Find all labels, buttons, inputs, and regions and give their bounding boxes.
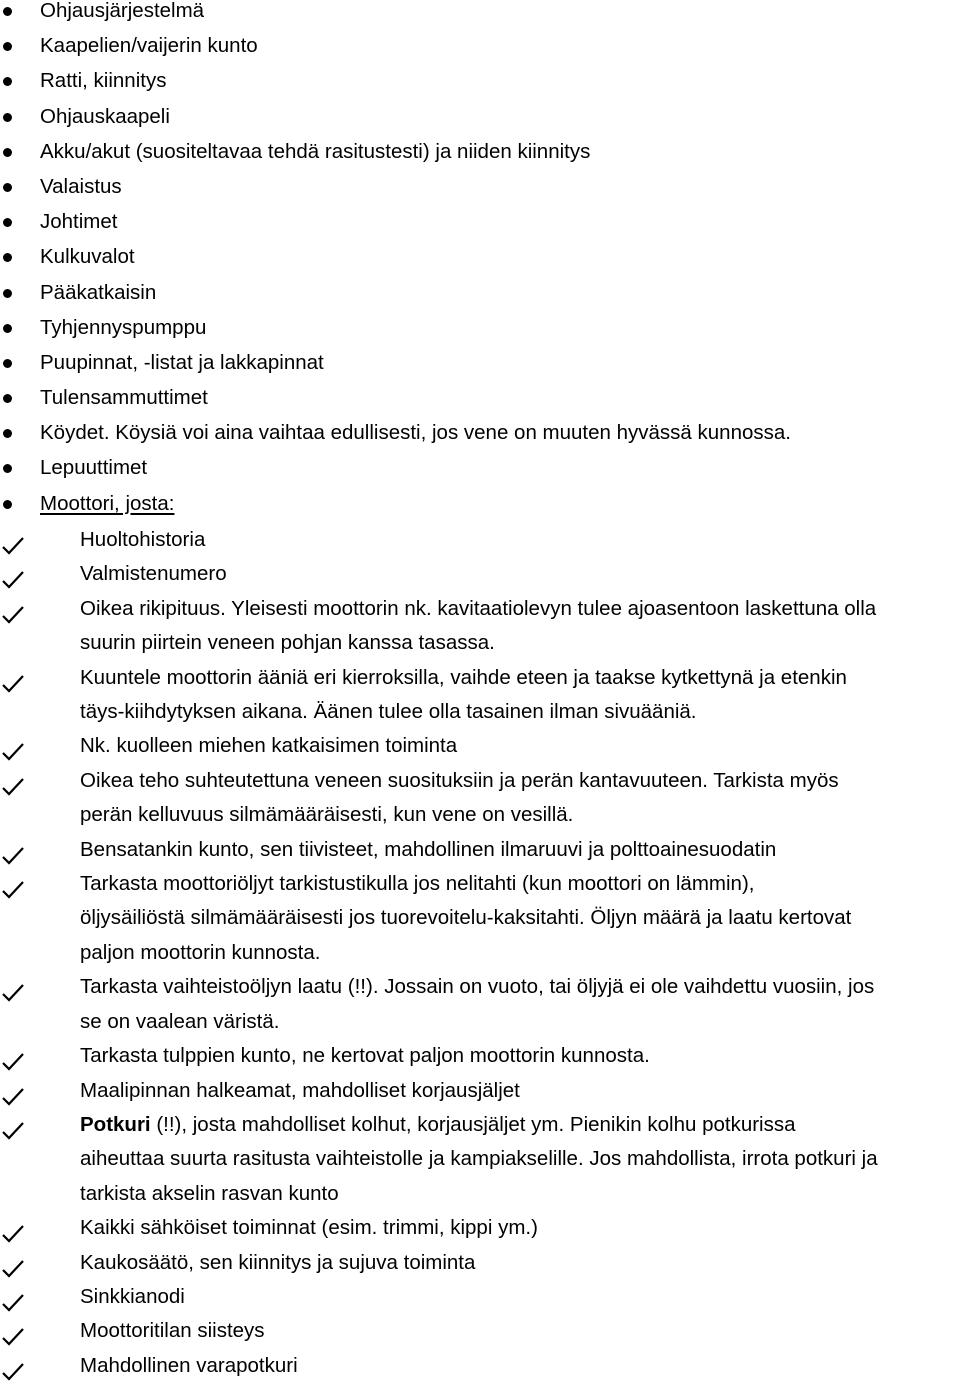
list-item-engine-heading [0,486,960,521]
list-item: Tulensammuttimet [0,380,960,415]
checkmark-icon [2,1048,24,1066]
checklist-line: Mahdollinen varapotkuri [80,1353,298,1377]
list-item: Ohjauskaapeli [0,99,960,134]
checklist-item [0,661,960,730]
checklist-item [0,1280,960,1314]
checklist-item [0,1039,960,1073]
checklist-line: perän kelluvuus silmämääräisesti, kun vene on vesillä. [80,803,574,827]
checklist-item [0,729,960,763]
list-item: Kaapelien/vaijerin kunto [0,28,960,63]
list-item: Johtimet [0,204,960,239]
checkmark-icon [2,842,24,860]
checkmark-icon [2,1220,24,1238]
checklist-line: paljon moottorin kunnosta. [80,940,321,964]
checkmark-icon [2,738,24,756]
bullet-list [0,0,960,521]
checkmark-icon [2,1117,24,1135]
checklist-item [0,1211,960,1245]
bullet-icon [3,113,12,122]
checklist-item [0,1108,960,1211]
list-item: Puupinnat, -listat ja lakkapinnat [0,345,960,380]
checkmark-icon [2,601,24,619]
checklist-line: täys-kiihdytyksen aikana. Äänen tulee olla tasainen ilman sivuääniä. [80,700,697,724]
checklist-item [0,1314,960,1348]
checkmark-icon [2,670,24,688]
checklist-line: Kaikki sähköiset toiminnat (esim. trimmi, kippi ym.) [80,1216,538,1240]
checklist-item [0,1349,960,1383]
bullet-icon [3,218,12,227]
checklist-line: aiheuttaa suurta rasitusta vaihteistolle ja kampiakselille. Jos mahdollista, irrota potkuri ja [80,1147,878,1171]
list-item: Valaistus [0,169,960,204]
checkmark-icon [2,532,24,550]
checklist-line: Kaukosäätö, sen kiinnitys ja sujuva toiminta [80,1250,476,1274]
checklist-item [0,592,960,661]
bullet-icon [3,324,12,333]
checklist-line: Tarkasta moottoriöljyt tarkistustikulla jos nelitahti (kun moottori on lämmin), [80,872,755,896]
checklist-item [0,833,960,867]
bullet-icon [3,429,12,438]
checklist-line: suurin piirtein veneen pohjan kanssa tasassa. [80,631,495,655]
checklist-item [0,764,960,833]
checklist-item [0,970,960,1039]
checkmark-icon [2,1083,24,1101]
checkmark-icon [2,1323,24,1341]
checklist-item [0,1246,960,1280]
checklist-line: Kuuntele moottorin ääniä eri kierroksilla, vaihde eteen ja taakse kytkettynä ja etenkin [80,665,847,689]
checklist-item [0,557,960,591]
bullet-icon [3,148,12,157]
bullet-icon [3,464,12,473]
list-item: Pääkatkaisin [0,275,960,310]
checklist-line: Maalipinnan halkeamat, mahdolliset korjausjäljet [80,1078,520,1102]
checkmark-icon [2,566,24,584]
list-item: Ratti, kiinnitys [0,63,960,98]
checklist-line: öljysäiliöstä silmämääräisesti jos tuorevoitelu-kaksitahti. Öljyn määrä ja laatu kertovat [80,906,852,930]
bullet-icon [3,77,12,86]
checklist-line: Huoltohistoria [80,528,206,551]
checklist-line: Valmistenumero [80,562,227,586]
checklist [0,523,960,1383]
checklist-line: Nk. kuolleen miehen katkaisimen toiminta [80,734,458,758]
checklist-item [0,523,960,557]
list-item: Tyhjennyspumppu [0,310,960,345]
bullet-icon [3,7,12,16]
checkmark-icon [2,1255,24,1273]
checklist-item [0,867,960,970]
checkmark-icon [2,1358,24,1376]
bullet-icon [3,253,12,262]
section-heading: Moottori, josta: [40,491,175,515]
bullet-icon [3,500,12,509]
checkmark-icon [2,773,24,791]
checklist-line: se on vaalean väristä. [80,1009,280,1033]
checkmark-icon [2,876,24,894]
bold-term: Potkuri [80,1112,151,1136]
checklist-line: Oikea rikipituus. Yleisesti moottorin nk. kavitaatiolevyn tulee ajoasentoon laskettuna olla [80,596,877,620]
list-item: Köydet. Köysiä voi aina vaihtaa edullisesti, jos vene on muuten hyvässä kunnossa. [0,415,960,450]
bullet-icon [3,42,12,51]
bullet-icon [3,394,12,403]
checkmark-icon [2,1289,24,1307]
checklist-line: Tarkasta tulppien kunto, ne kertovat paljon moottorin kunnosta. [80,1044,650,1068]
checklist-line: Tarkasta vaihteistoöljyn laatu (!!). Jossain on vuoto, tai öljyjä ei ole vaihdettu vuosiin, jos [80,975,875,999]
checklist-line: Oikea teho suhteutettuna veneen suosituksiin ja perän kantavuuteen. Tarkista myös [80,768,839,792]
checklist-line: Moottoritilan siisteys [80,1319,265,1343]
list-item: Lepuuttimet [0,450,960,485]
bullet-icon [3,359,12,368]
list-item: Kulkuvalot [0,239,960,274]
checklist-line: Potkuri (!!), josta mahdolliset kolhut, korjausjäljet ym. Pienikin kolhu potkurissa [80,1112,796,1136]
checklist-line: Sinkkianodi [80,1284,185,1308]
bullet-icon [3,289,12,298]
checkmark-icon [2,979,24,997]
checklist-line: tarkista akselin rasvan kunto [80,1181,339,1205]
list-item: Ohjausjärjestelmä [0,0,960,28]
checklist-line: Bensatankin kunto, sen tiivisteet, mahdollinen ilmaruuvi ja polttoainesuodatin [80,837,777,861]
list-item: Akku/akut (suositeltavaa tehdä rasitustesti) ja niiden kiinnitys [0,134,960,169]
checklist-item [0,1074,960,1108]
bullet-icon [3,183,12,192]
